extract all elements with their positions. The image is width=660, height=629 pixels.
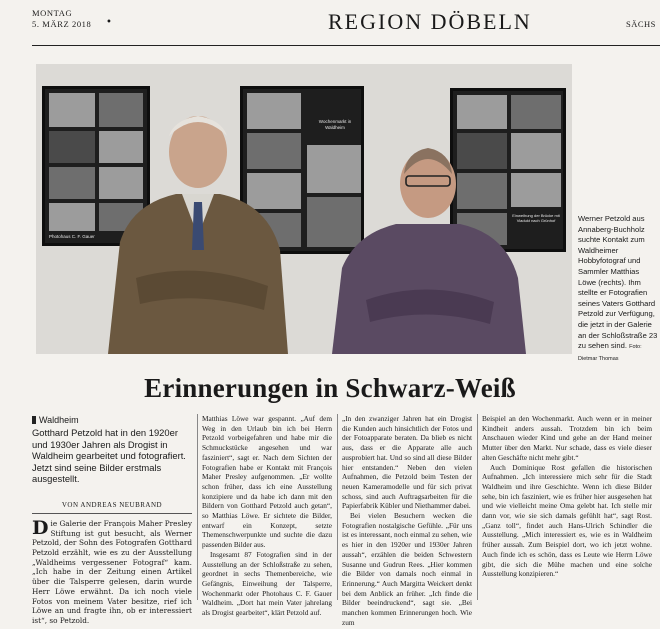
article-photo bbox=[36, 64, 572, 354]
plaque-right: Einweihung der Brücke mit Viadukt nach Grünhof bbox=[512, 213, 560, 223]
header-rule bbox=[32, 45, 660, 46]
body-paragraph: Bei vielen Besuchern wecken die Fotografien nostalgische Gefühle. „Für uns ist es interessant, noch einmal zu sehen, wie es hier in den 1920er und 1930er Jahren aussah“, erzählen die beiden Schwestern Susanne und Gudrun Rees. „Hier kommen die Bilder von damals noch einmal in Erinnerung.“ Auch Margitta Weickert denkt bei dem Anblick an früher. „Ich finde die Bilder beeindruckend“, sagt sie. „Bei manchen kommen Erinnerungen hoch. Wie zum bbox=[342, 511, 472, 627]
teaser: Gotthard Petzold hat in den 1920er und 1930er Jahren als Drogist in Waldheim gearbeitet und fotografiert. Jetzt sind seine Bilder erstmals ausgestellt. bbox=[32, 427, 186, 485]
kicker-marker bbox=[32, 416, 36, 424]
masthead bbox=[0, 0, 660, 46]
caption-text: Werner Petzold aus Annaberg-Buchholz suchte Kontakt zum Waldheimer Hobbyfotograf und Sammler Matthias Löwe (rechts). Ihm stellte er Fotografien seines Vaters Gotthard Petzold zur Verfügung, die jetzt in der Galerie an der Schloßstraße 23 zu sehen sind. bbox=[578, 214, 658, 351]
photo-credit: Foto: Dietmar Thomas bbox=[578, 344, 642, 362]
plaque-center: Wochenmarkt in Waldheim bbox=[318, 119, 352, 130]
separator-dot: • bbox=[106, 17, 112, 28]
body-paragraph: Beispiel an den Wochenmarkt. Auch wenn er in meiner Kindheit anders aussah. Trotzdem bin ich beim Anschauen wieder Kind und gehe an der Hand meiner Mutter über den Markt. Nur schade, dass es viele dieser alten Geschäfte nicht mehr gibt.“ bbox=[482, 414, 652, 462]
body-paragraph: Auch Dominique Rost gefallen die historischen Aufnahmen. „Ich interessiere mich sehr für die Stadt Waldheim und ihre Geschichte. Wenn ich diese Bilder sehe, bin ich fasziniert, wie es früher hier ausgesehen hat und wie vielleicht meine Oma gelebt hat. Ich stelle mir dann vor, wie sie sich damals gefühlt hat“, sagt Rost. „Ganz toll“, findet auch Hans-Ulrich Schindler die Ausstellung. „Mich interessiert es, wie es in Waldheim früher aussah. Zum Beispiel dort, wo ich jetzt wohne. Auch finde ich es schön, dass es Leute wie Herrn Löwe gibt, die sich die Mühe machen und eine solche Ausstellung konzipieren.“ bbox=[482, 462, 652, 579]
person-left-figure bbox=[36, 64, 572, 354]
byline: VON ANDREAS NEUBRAND bbox=[61, 500, 163, 509]
body-column-2 bbox=[202, 414, 332, 618]
body-column-1 bbox=[32, 516, 192, 629]
body-column-4 bbox=[482, 414, 652, 600]
body-paragraph: Insgesamt 87 Fotografien sind in der Ausstellung an der Schloßstraße zu sehen, geordnet in sechs Themenbereiche, wie Gefängnis, Einweihung der Talsperre, Wochenmarkt oder Photohaus C. F. Gauer Waldheim. „Dort hat mein Vater jahrelang als Drogist gearbeitet“, klärt Petzold auf. bbox=[202, 549, 332, 618]
body-col1-text: ie Galerie der François Maher Presley Stiftung ist gut besucht, als Werner Petzold, der Sohn des Fotografen Gotthard Petzold erzählt, wie es zu der Ausstellung „Waldheims vergessener Fotograf“ kam. „Ich habe in der Zeitung einen Artikel über die Talsperre gelesen, darin wurde Herr Löwe erwähnt. Da ich noch viele Fotos von meinem Vater besitze, rief ich Löwe an und fragte ihn, ob er interessiert ist“, so Petzold. bbox=[32, 518, 192, 625]
plaque-left: Photohaus C. F. Gauer bbox=[49, 234, 95, 239]
body-paragraph: Matthias Löwe war gespannt. „Auf dem Weg in den Urlaub bin ich bei Herrn Petzold vorbeigefahren und habe mir die Schmuckstücke angesehen und war fasziniert“, sagt er. Nach dem Sichten der Fotografien habe er Kontakt mit François Maher Presley aufgenommen. „Er wollte schon früher, dass ich eine Ausstellung konzipiere und da habe ich dann mit den Bildern von Gotthard Petzold auch getan“, so Matthias Löwe. Er sichtete die Bilder, entwarf ein Konzept, setzte Themenschwerpunkte und suchte die dazu passenden Bilder aus. bbox=[202, 414, 332, 550]
article-lead bbox=[32, 414, 192, 629]
body-paragraph: „In den zwanziger Jahren hat ein Drogist die Kunden auch hinsichtlich der Fotos und der Fotoapparate beraten. Da blieb es nicht aus, dass er die Apparate alle auch ausprobiert hat. Und so sind all diese Bilder hier entstanden.“ Neben den vielen Aufnahmen, die Petzold beim Testen der neuen Kameramodelle und für sich privat schoss, sind auch Auftragsarbeiten für die Papierfabrik Kübler und Niethammer dabei. bbox=[342, 414, 472, 511]
kicker bbox=[32, 414, 192, 426]
byline-rule bbox=[32, 513, 192, 514]
date: 5. MÄRZ 2018 bbox=[32, 19, 92, 29]
section-title: REGION DÖBELN bbox=[328, 9, 532, 34]
issue-date bbox=[32, 8, 91, 30]
column-divider bbox=[197, 414, 198, 600]
column-divider bbox=[337, 414, 338, 600]
headline: Erinnerungen in Schwarz-Weiß bbox=[144, 373, 516, 403]
column-divider bbox=[477, 414, 478, 600]
body-column-3 bbox=[342, 414, 472, 627]
photo-caption bbox=[578, 214, 658, 364]
state-label: SÄCHS bbox=[626, 19, 656, 29]
weekday: MONTAG bbox=[32, 8, 73, 18]
kicker-text: Waldheim bbox=[39, 415, 79, 425]
dropcap: D bbox=[32, 516, 49, 539]
